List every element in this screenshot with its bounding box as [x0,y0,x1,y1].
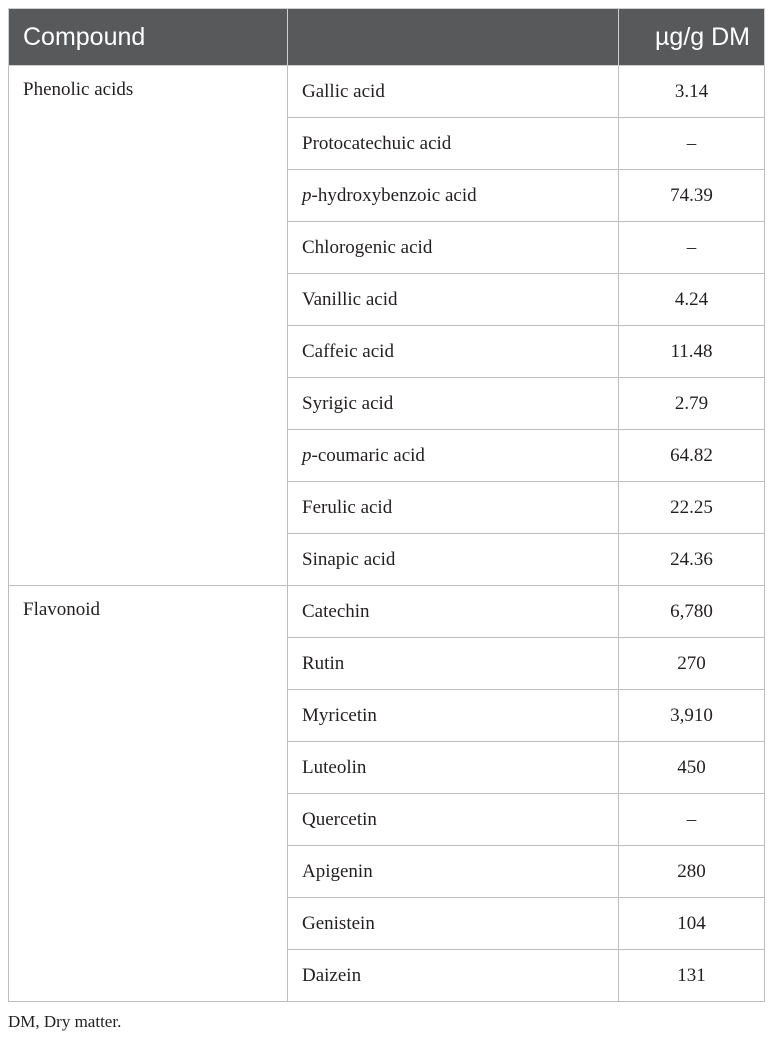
compound-name: Rutin [302,652,345,674]
compound-name-cell [288,742,619,794]
compound-name-cell [288,950,619,1002]
compound-name-cell [288,170,619,222]
compound-value: 64.82 [619,430,765,482]
compound-name: Genistein [302,912,375,934]
header-empty [288,9,619,66]
compound-value: 2.79 [619,378,765,430]
compound-value: 131 [619,950,765,1002]
table-body [9,66,765,1002]
compound-name: Syrigic acid [302,392,394,414]
compound-prefix: p [302,184,312,206]
compound-name: Catechin [302,600,370,622]
table-header-row [9,9,765,66]
compound-value: 3.14 [619,66,765,118]
compound-name-cell [288,326,619,378]
data-table-container [8,8,764,1002]
compound-name: Myricetin [302,704,377,726]
compound-value: 4.24 [619,274,765,326]
compound-name: Chlorogenic acid [302,236,433,258]
group-label: Phenolic acids [9,66,288,586]
compound-name-cell [288,482,619,534]
compound-value: 24.36 [619,534,765,586]
compound-value: 3,910 [619,690,765,742]
compound-name-cell [288,690,619,742]
table-row [9,586,765,638]
header-compound: Compound [9,9,288,66]
table-row [9,66,765,118]
compound-name: Apigenin [302,860,373,882]
compound-name: Luteolin [302,756,367,778]
compound-value: 104 [619,898,765,950]
compound-name: Protocatechuic acid [302,132,452,154]
compound-name: Gallic acid [302,80,385,102]
compound-name-cell [288,638,619,690]
compound-name-cell [288,794,619,846]
compound-value: 270 [619,638,765,690]
compound-name: Ferulic acid [302,496,393,518]
compound-name-cell [288,274,619,326]
compound-name: -coumaric acid [311,444,425,466]
compound-name-cell [288,534,619,586]
compound-name: Daizein [302,964,362,986]
compound-name: Vanillic acid [302,288,398,310]
compound-name-cell [288,222,619,274]
compound-name: Caffeic acid [302,340,394,362]
compound-name: Quercetin [302,808,377,830]
compound-value: – [619,794,765,846]
compound-value: 6,780 [619,586,765,638]
compound-name-cell [288,430,619,482]
compound-name-cell [288,846,619,898]
compound-name-cell [288,586,619,638]
header-value: µg/g DM [619,9,765,66]
compound-value: 450 [619,742,765,794]
compound-value: – [619,222,765,274]
compound-name: -hydroxybenzoic acid [311,184,477,206]
compound-name-cell [288,378,619,430]
compound-value: 74.39 [619,170,765,222]
compound-value: – [619,118,765,170]
table-footnote: DM, Dry matter. [8,1012,122,1031]
compound-name-cell [288,898,619,950]
compound-value: 22.25 [619,482,765,534]
compound-value: 11.48 [619,326,765,378]
compound-name: Sinapic acid [302,548,396,570]
group-label: Flavonoid [9,586,288,1002]
compound-table [8,8,765,1002]
compound-name-cell [288,118,619,170]
compound-value: 280 [619,846,765,898]
compound-name-cell [288,66,619,118]
compound-prefix: p [302,444,312,466]
